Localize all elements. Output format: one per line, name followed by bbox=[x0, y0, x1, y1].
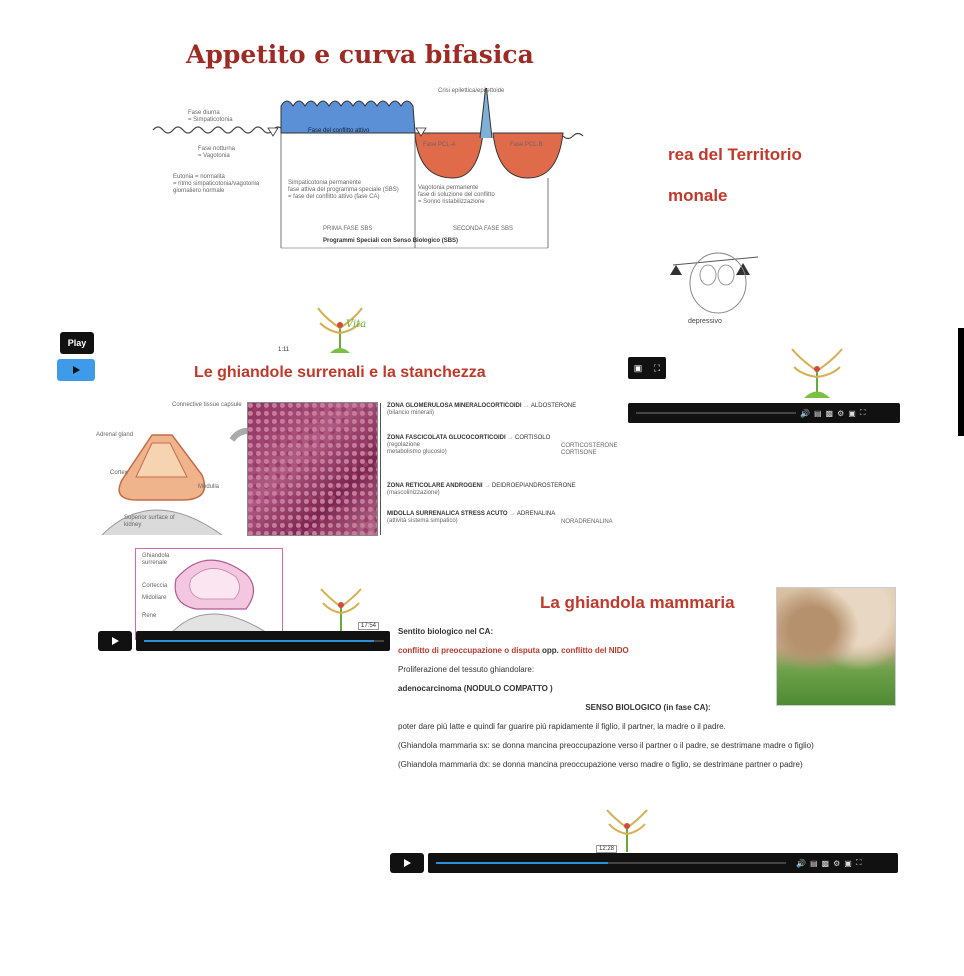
volume-icon[interactable]: 🔊 bbox=[796, 858, 806, 868]
slide5-video-controls[interactable] bbox=[428, 853, 898, 873]
balance-scale-diagram bbox=[668, 245, 768, 325]
slide4-play-button[interactable] bbox=[98, 631, 132, 651]
slide5-line4: adenocarcinoma (NODULO COMPATTO ) bbox=[398, 684, 553, 693]
second-half-label: SECONDA FASE SBS bbox=[453, 226, 514, 232]
sbs-footer: Programmi Speciali con Senso Biologico (SBS) bbox=[323, 238, 459, 244]
note-fase-notturna: Fase notturna bbox=[198, 146, 236, 152]
slide4-video-controls[interactable] bbox=[136, 631, 390, 651]
note-vagotonia: = Vagotonia bbox=[198, 153, 230, 159]
blue-phase-label: Fase del conflitto attivo bbox=[308, 128, 370, 134]
slide5-line8: (Ghiandola mammaria dx: se donna mancina preoccupazione verso madre o figlio, se destrimane partner o padre) bbox=[398, 760, 803, 769]
slide4-time-tooltip: 17:54 bbox=[358, 622, 379, 630]
zone-2-name: ZONA FASCICOLATA GLUCOCORTICOIDI bbox=[387, 435, 506, 441]
slide5-line5: SENSO BIOLOGICO (in fase CA): bbox=[585, 703, 711, 712]
vita-logo-1-text: Vita bbox=[346, 319, 367, 330]
zone-3-sub: (mascolinizzazione) bbox=[387, 490, 440, 496]
right-note-1: Vagotonia permanente bbox=[418, 185, 479, 191]
zone-list: ZONA GLOMERULOSA MINERALOCORTICOIDI → ALDOSTERONE (bilancio minerali) ZONA FASCICOLATA GLUCOCORTICOIDI → CORTISOLO (regolazione metabolismo glucosio) CORTICOSTERONE CORTISONE ZONA RETICOLARE ANDROGENI → DEIDROEPIANDROSTERONE (mascolinizzazione) MIDOLLA SURRENALICA STRESS ACUTO → ADRENALINA (attività sistema simpatico) NORADRENALINA bbox=[380, 403, 640, 535]
play-icon bbox=[402, 858, 412, 868]
slide5-progress bbox=[436, 862, 608, 864]
fullscreen-icon[interactable]: ⛶ bbox=[653, 362, 661, 373]
label-adrenal-gland: Adrenal gland bbox=[96, 432, 134, 438]
slide2-title-fragment-2: monale bbox=[668, 186, 728, 205]
slide5-title: La ghiandola mammaria bbox=[540, 593, 735, 612]
center-note-2: fase attiva del programma speciale (SBS) bbox=[288, 187, 399, 193]
kidney-label-ghiandola: Ghiandola surrenale bbox=[142, 553, 170, 566]
slide5-conflict-1: conflitto di preoccupazione o disputa bbox=[398, 646, 540, 655]
zone-2-sub: (regolazione metabolismo glucosio) bbox=[387, 442, 447, 455]
pip-icon[interactable]: ▣ bbox=[844, 858, 852, 868]
zone-3-hormone: DEIDROEPIANDROSTERONE bbox=[491, 483, 576, 489]
zone-2-extra: CORTICOSTERONE CORTISONE bbox=[561, 443, 618, 456]
zone-1-hormone: ALDOSTERONE bbox=[530, 403, 577, 409]
zone-1-sub: (bilancio minerali) bbox=[387, 410, 435, 416]
slide5-line6: poter dare più latte e quindi far guarire più rapidamente il figlio, il partner, la madre o il padre. bbox=[398, 722, 726, 731]
right-note-2: fase di soluzione del conflitto bbox=[418, 192, 495, 198]
kidney-label-rene: Rene bbox=[142, 613, 157, 619]
slide4-progress bbox=[144, 640, 374, 642]
zone-3-name: ZONA RETICOLARE ANDROGENI bbox=[387, 483, 483, 489]
kidney-label-corteccia: Corteccia bbox=[142, 583, 168, 589]
zone-4-extra: NORADRENALINA bbox=[561, 519, 613, 525]
slide5-opp: opp. bbox=[542, 646, 559, 655]
slide5-body bbox=[398, 626, 898, 770]
slide5-time-tooltip: 12:28 bbox=[596, 845, 617, 853]
biphasic-curve-diagram bbox=[118, 88, 588, 288]
histology-image bbox=[247, 402, 378, 536]
center-note-1: Simpaticotonia permanente bbox=[288, 180, 362, 186]
slide5-play-button[interactable] bbox=[390, 853, 424, 873]
slide2-caption: depressivo bbox=[688, 318, 722, 325]
zone-4-sub: (attività sistema simpatico) bbox=[387, 518, 458, 524]
note-fase-diurna: Fase diurna bbox=[188, 110, 220, 116]
label-cortex: Cortex bbox=[110, 470, 128, 476]
slide1-title: Appetito e curva bifasica bbox=[186, 40, 534, 69]
slide2-video-controls[interactable] bbox=[628, 403, 900, 423]
slide5-line7: (Ghiandola mammaria sx: se donna mancina preoccupazione verso il partner o il padre, se destrimane madre o figlio) bbox=[398, 741, 814, 750]
label-connective-capsule: Connective tissue capsule bbox=[172, 402, 242, 408]
transcript-icon[interactable]: ▩ bbox=[825, 408, 834, 418]
transcript-icon[interactable]: ▩ bbox=[821, 858, 830, 868]
pcl-a-label: Fase PCL-A bbox=[423, 142, 456, 148]
note-giornaliero: giornaliero normale bbox=[173, 188, 225, 194]
first-half-label: PRIMA FASE SBS bbox=[323, 226, 373, 232]
slide5-line3: Proliferazione del tessuto ghiandolare: bbox=[398, 665, 535, 674]
note-simpaticotonia: = Simpaticotonia bbox=[188, 117, 233, 123]
play-button-blue[interactable] bbox=[57, 359, 95, 381]
volume-icon[interactable]: 🔊 bbox=[800, 408, 810, 418]
fullscreen-icon[interactable]: ⛶ bbox=[859, 408, 866, 417]
right-note-3: = Sonno ristabilizzazione bbox=[418, 199, 485, 205]
play-icon bbox=[110, 636, 120, 646]
kidney-illustration bbox=[135, 548, 283, 640]
top-time-label: 1:11 bbox=[278, 347, 290, 353]
slide2-title-fragment-1: rea del Territorio bbox=[668, 145, 802, 164]
slide3-title: Le ghiandole surrenali e la stanchezza bbox=[194, 364, 486, 381]
settings-icon[interactable]: ⚙ bbox=[837, 408, 845, 418]
zone-4-name: MIDOLLA SURRENALICA STRESS ACUTO bbox=[387, 511, 508, 517]
captions-icon[interactable]: ▤ bbox=[809, 858, 818, 868]
settings-icon[interactable]: ⚙ bbox=[833, 858, 841, 868]
crisis-label: Crisi epilettica/epilettoide bbox=[438, 88, 505, 94]
label-medulla: Medulla bbox=[198, 484, 220, 490]
slide5-conflict-2: conflitto del NIDO bbox=[561, 646, 629, 655]
label-kidney-surface: Superior surface of kidney bbox=[124, 515, 175, 528]
center-note-3: = fase del conflitto attivo (fase CA) bbox=[288, 194, 380, 200]
zone-2-hormone: CORTISOLO bbox=[515, 435, 551, 441]
fullscreen-icon[interactable]: ⛶ bbox=[855, 858, 862, 867]
slide5-line1: Sentito biologico nel CA: bbox=[398, 627, 494, 636]
play-label-button[interactable]: Play bbox=[60, 332, 94, 354]
zone-1-name: ZONA GLOMERULOSA MINERALOCORTICOIDI bbox=[387, 403, 522, 409]
note-eutonia: Eutonia = normalità bbox=[173, 174, 225, 180]
note-ritmo: = ritmo simpaticotonia/vagotonia bbox=[173, 181, 260, 187]
zone-4-hormone: ADRENALINA bbox=[516, 511, 556, 517]
vita-logo-1 bbox=[300, 303, 380, 355]
play-icon bbox=[71, 365, 81, 375]
pip-icon[interactable]: ▣ bbox=[848, 408, 856, 418]
vita-logo-2 bbox=[772, 345, 862, 400]
scrollbar-thumb[interactable] bbox=[958, 328, 964, 436]
pip-icon[interactable]: ▣ bbox=[633, 362, 643, 373]
slide2-corner-controls[interactable] bbox=[628, 357, 666, 379]
pcl-b-label: Fase PCL-B bbox=[510, 142, 543, 148]
captions-icon[interactable]: ▤ bbox=[813, 408, 822, 418]
kidney-label-midollare: Midollare bbox=[142, 595, 167, 601]
